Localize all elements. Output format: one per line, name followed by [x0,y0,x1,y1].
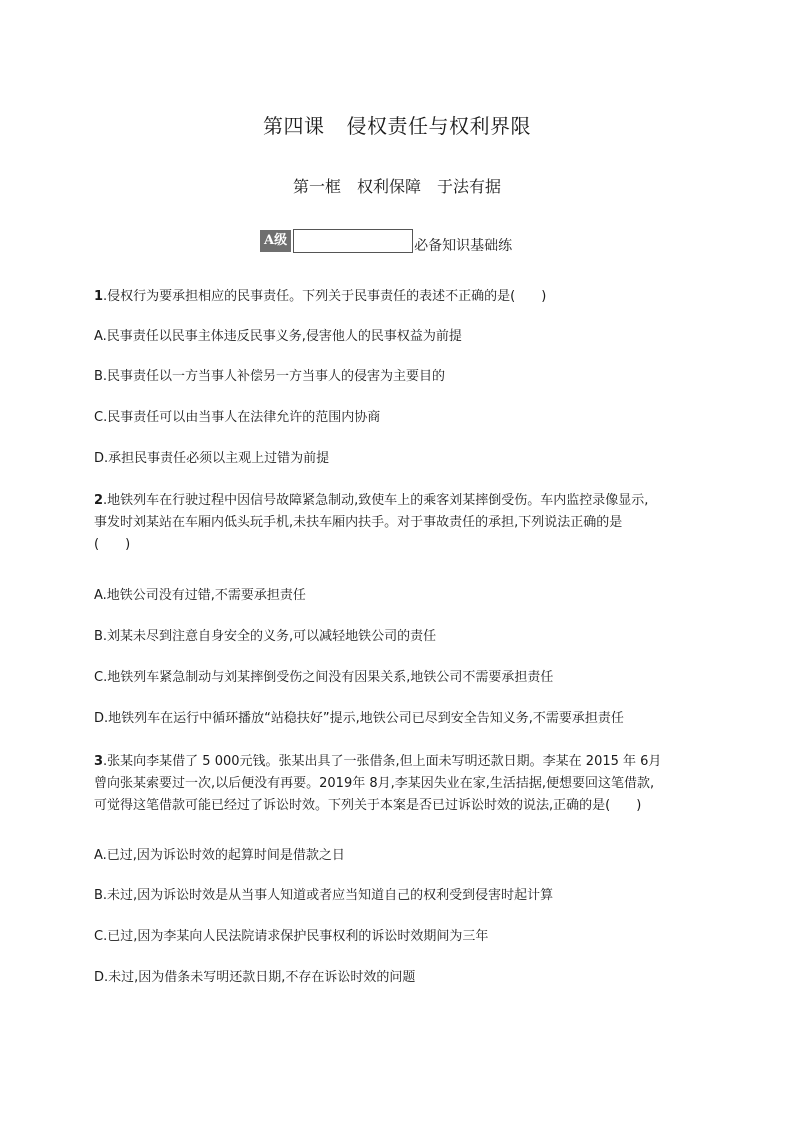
question-number: 3 [94,754,104,769]
subtitle-part: 权利保障 [356,177,421,196]
lesson-title-part1: 第四课 [263,114,325,138]
question-number: 2 [94,493,104,508]
subtitle-part: 于法有据 [437,177,502,196]
question-option: C.地铁列车紧急制动与刘某摔倒受伤之间没有因果关系,地铁公司不需要承担责任 [94,670,554,685]
question-option: D.承担民事责任必须以主观上过错为前提 [94,451,330,466]
question-stem [94,490,704,556]
question-option: B.民事责任以一方当事人补偿另一方当事人的侵害为主要目的 [94,369,446,384]
level-label: 必备知识基础练 [414,238,513,254]
question-text-line: 事发时刘某站在车厢内低头玩手机,未扶车厢内扶手。对于事故责任的承担,下列说法正确的是 [94,515,623,530]
question-text-first-line [94,751,704,773]
question-stem [94,286,704,308]
question-option: B.刘某未尽到注意自身安全的义务,可以减轻地铁公司的责任 [94,629,437,644]
question-option: B.未过,因为诉讼时效是从当事人知道或者应当知道自己的权利受到侵害时起计算 [94,888,554,903]
section-subtitle [0,174,794,197]
question-text-line: .张某向李某借了 5 000元钱。张某出具了一张借条,但上面未写明还款日期。李某在 2015 年 6月 [103,754,662,769]
question-text-first-line [94,490,704,512]
question-option: A.民事责任以民事主体违反民事义务,侵害他人的民事权益为前提 [94,329,462,344]
lesson-title [0,110,794,139]
level-blank-box [293,229,413,253]
question-option: D.未过,因为借条未写明还款日期,不存在诉讼时效的问题 [94,970,416,985]
question-number: 1 [94,289,104,304]
question-option: A.已过,因为诉讼时效的起算时间是借款之日 [94,848,345,863]
subtitle-part: 第一框 [292,177,341,196]
level-header [260,228,512,254]
lesson-title-part2: 侵权责任与权利界限 [346,114,531,138]
question-option: A.地铁公司没有过错,不需要承担责任 [94,588,306,603]
question-text-line: 曾向张某索要过一次,以后便没有再要。2019年 8月,李某因失业在家,生活拮据,便想要回这笔借款, [94,776,655,791]
question-text-line: ( ) [94,537,131,552]
question-text-line: .地铁列车在行驶过程中因信号故障紧急制动,致使车上的乘客刘某摔倒受伤。车内监控录像显示, [103,493,649,508]
question-stem [94,751,704,817]
level-badge: A级 [260,230,291,252]
question-option: D.地铁列车在运行中循环播放“站稳扶好”提示,地铁公司已尽到安全告知义务,不需要承担责任 [94,711,624,726]
question-text-line: .侵权行为要承担相应的民事责任。下列关于民事责任的表述不正确的是( ) [103,289,547,304]
question-text-line: 可觉得这笔借款可能已经过了诉讼时效。下列关于本案是否已过诉讼时效的说法,正确的是( ) [94,798,642,813]
question-option: C.已过,因为李某向人民法院请求保护民事权利的诉讼时效期间为三年 [94,929,489,944]
question-option: C.民事责任可以由当事人在法律允许的范围内协商 [94,410,381,425]
